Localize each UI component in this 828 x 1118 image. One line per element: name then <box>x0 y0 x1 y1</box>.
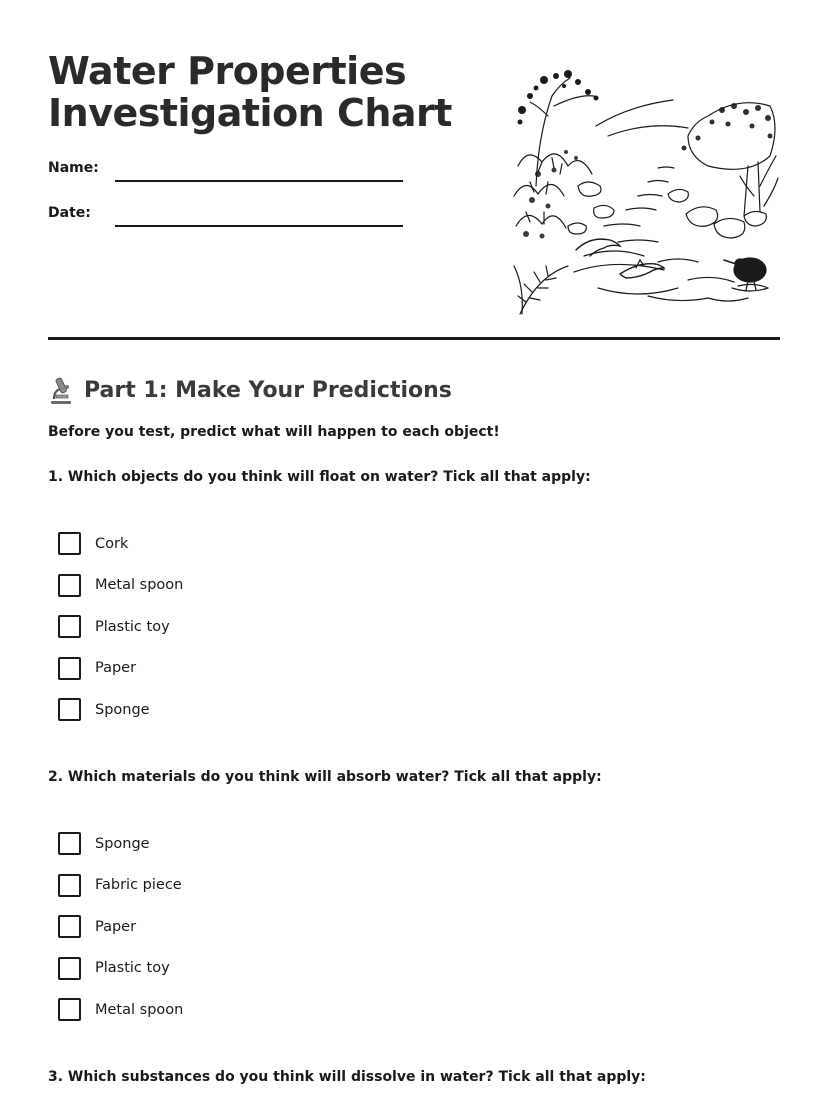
option-label: Fabric piece <box>95 877 182 894</box>
checkbox[interactable] <box>58 657 81 680</box>
checkbox[interactable] <box>58 957 81 980</box>
option-row <box>58 989 458 1031</box>
part1-intro: Before you test, predict what will happen to each object! <box>48 424 500 440</box>
pond-wildlife-illustration <box>508 66 780 320</box>
option-row <box>58 565 458 607</box>
part1-heading <box>48 374 452 406</box>
date-input-line[interactable] <box>115 225 403 227</box>
checkbox[interactable] <box>58 574 81 597</box>
option-row <box>58 523 458 565</box>
worksheet-title <box>48 50 452 134</box>
title-line-2: Investigation Chart <box>48 91 452 135</box>
checkbox[interactable] <box>58 915 81 938</box>
option-label: Plastic toy <box>95 618 170 635</box>
option-label: Paper <box>95 660 137 677</box>
part1-title: Part 1: Make Your Predictions <box>84 377 452 403</box>
question-1-options <box>58 523 458 731</box>
option-label: Paper <box>95 918 137 935</box>
option-row <box>58 948 458 990</box>
option-label: Sponge <box>95 835 150 852</box>
checkbox[interactable] <box>58 832 81 855</box>
option-label: Metal spoon <box>95 1001 184 1018</box>
header-divider <box>48 337 780 340</box>
option-row <box>58 648 458 690</box>
option-label: Cork <box>95 535 129 552</box>
option-label: Plastic toy <box>95 960 170 977</box>
checkbox[interactable] <box>58 874 81 897</box>
checkbox[interactable] <box>58 698 81 721</box>
microscope-icon <box>48 375 74 405</box>
option-row <box>58 865 458 907</box>
name-label: Name: <box>48 160 99 176</box>
question-3: 3. Which substances do you think will dissolve in water? Tick all that apply: <box>48 1069 646 1085</box>
checkbox[interactable] <box>58 998 81 1021</box>
option-row <box>58 823 458 865</box>
checkbox[interactable] <box>58 532 81 555</box>
title-line-1: Water Properties <box>48 49 407 93</box>
question-2-options <box>58 823 458 1031</box>
question-2: 2. Which materials do you think will absorb water? Tick all that apply: <box>48 769 602 785</box>
date-label: Date: <box>48 205 91 221</box>
question-1: 1. Which objects do you think will float on water? Tick all that apply: <box>48 469 591 485</box>
option-label: Sponge <box>95 701 150 718</box>
option-row <box>58 906 458 948</box>
name-input-line[interactable] <box>115 180 403 182</box>
checkbox[interactable] <box>58 615 81 638</box>
option-label: Metal spoon <box>95 577 184 594</box>
option-row <box>58 689 458 731</box>
option-row <box>58 606 458 648</box>
